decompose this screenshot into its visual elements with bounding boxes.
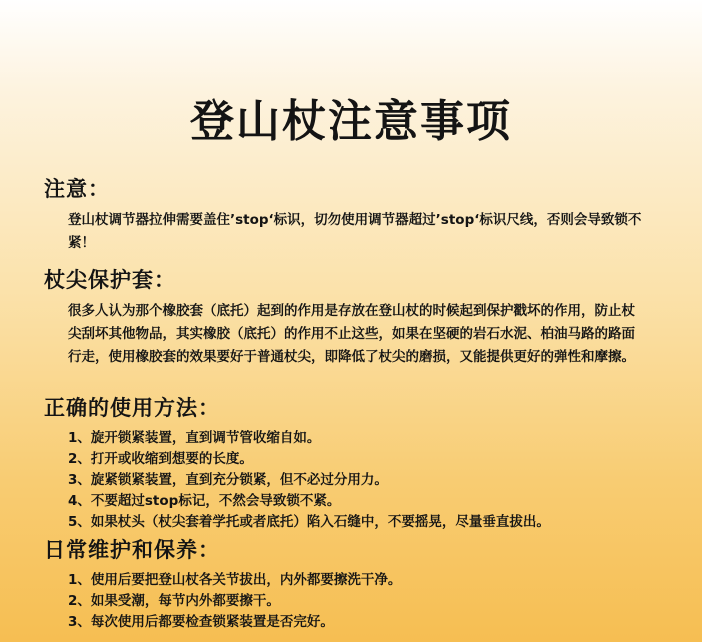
- section-heading-notice: 注意：: [44, 177, 110, 201]
- usage-step: 3、旋紧锁紧装置，直到充分锁紧，但不必过分用力。: [68, 472, 388, 488]
- usage-step: 5、如果杖头（杖尖套着学托或者底托）陷入石缝中，不要摇晃，尽量垂直拔出。: [68, 514, 550, 530]
- usage-list: [68, 428, 664, 533]
- maintenance-step: 1、使用后要把登山杖各关节拔出，内外都要擦洗干净。: [68, 572, 402, 588]
- notice-text: 登山杖调节器拉伸需要盖住’stop‘标识，切勿使用调节器超过’stop‘标识尺线，否则会导致锁不紧！: [68, 212, 642, 251]
- page-title: 登山杖注意事项: [190, 96, 512, 147]
- section-tip-protector: [44, 266, 664, 369]
- maintenance-list: [68, 570, 664, 633]
- section-heading-tip-protector: 杖尖保护套：: [44, 268, 176, 292]
- section-maintenance: [44, 536, 664, 633]
- section-heading-usage: 正确的使用方法：: [44, 396, 220, 420]
- maintenance-step: 2、如果受潮，每节内外都要擦干。: [68, 593, 280, 609]
- section-heading-maintenance: 日常维护和保养：: [44, 538, 220, 562]
- usage-step: 1、旋开锁紧装置，直到调节管收缩自如。: [68, 430, 321, 446]
- usage-step: 2、打开或收缩到想要的长度。: [68, 451, 253, 467]
- tip-protector-text: 很多人认为那个橡胶套（底托）起到的作用是存放在登山杖的时候起到保护戳坏的作用，防止杖尖刮坏其他物品，其实橡胶（底托）的作用不止这些，如果在坚硬的岩石水泥、柏油马路的路面行走，使用橡胶套的效果要好于普通杖尖，即降低了杖尖的磨损，又能提供更好的弹性和摩擦。: [68, 303, 635, 365]
- section-notice: [44, 175, 664, 255]
- maintenance-step: 3、每次使用后都要检查锁紧装置是否完好。: [68, 614, 334, 630]
- section-usage: [44, 394, 664, 533]
- usage-step: 4、不要超过stop标记，不然会导致锁不紧。: [68, 493, 341, 509]
